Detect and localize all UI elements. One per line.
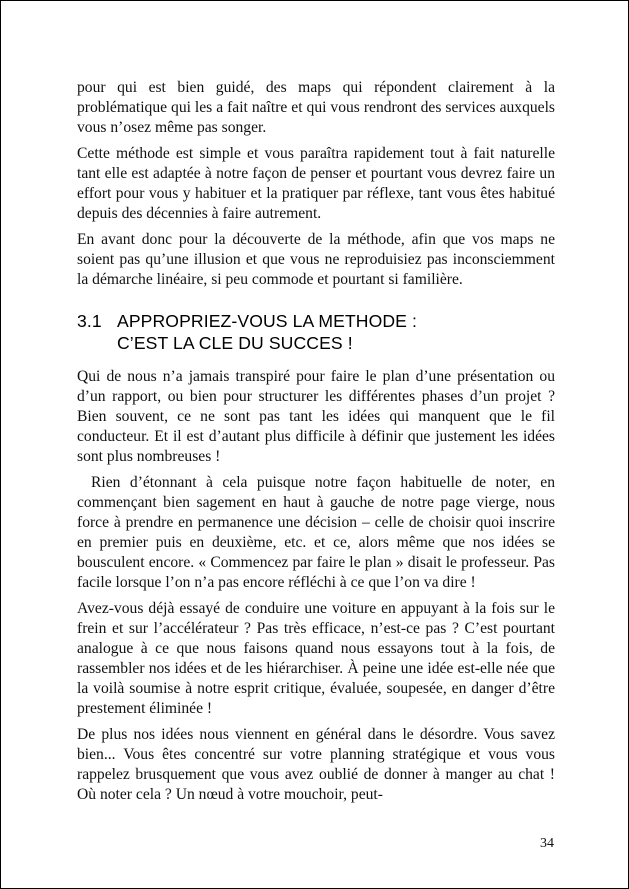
paragraph-2: Rien d’étonnant à cela puisque notre façon habituelle de noter, en commençant bien sagement en haut à gauche de notre page vierge, nous force à prendre en permanence une décision – celle de choisir quoi inscrire en premier puis en deuxième, etc. et ce, alors même que nos idées se bousculent encore. « Commencez par faire le plan » disait le professeur. Pas facile lorsque l’on n’a pas encore réfléchi à ce que l’on va dire ! — [77, 474, 555, 591]
page-number: 34 — [540, 836, 554, 851]
section-heading-line-1 — [77, 310, 555, 332]
section-number: 3.1 — [77, 311, 102, 331]
paragraph-intro-3: En avant donc pour la découverte de la méthode, afin que vos maps ne soient pas qu’une illusion et que vous ne reproduisiez pas inconsciemment la démarche linéaire, si peu commode et pourtant si familière. — [77, 231, 555, 288]
paragraph-4: De plus nos idées nous viennent en général dans le désordre. Vous savez bien... Vous êtes concentré sur votre planning stratégique et vous vous rappelez brusquement que vous avez oublié de donner à manger au chat ! Où noter cela ? Un nœud à votre mouchoir, peut- — [77, 726, 555, 803]
paragraph-intro-2: Cette méthode est simple et vous paraîtra rapidement tout à fait naturelle tant elle est adaptée à notre façon de penser et pourtant vous devrez faire un effort pour vous y habituer et la pratiquer par réflexe, tant vous êtes habitué depuis des décennies à faire autrement. — [77, 145, 555, 222]
section-heading — [77, 310, 555, 354]
section-title-line-1: APPROPRIEZ-VOUS LA METHODE : — [117, 311, 417, 331]
section-title-line-2: C’EST LA CLE DU SUCCES ! — [117, 333, 353, 353]
page-body — [77, 78, 555, 811]
paragraph-intro-1: pour qui est bien guidé, des maps qui répondent clairement à la problématique qui les a fait naître et qui vous rendront des services auxquels vous n’osez même pas songer. — [77, 79, 555, 136]
paragraph-1: Qui de nous n’a jamais transpiré pour faire le plan d’une présentation ou d’un rapport, ou bien pour structurer les différentes phases d’un projet ? Bien souvent, ce ne sont pas tant les idées qui manquent que le fil conducteur. Et il est d’autant plus difficile à définir que justement les idées sont plus nombreuses ! — [77, 368, 555, 465]
paragraph-3: Avez-vous déjà essayé de conduire une voiture en appuyant à la fois sur le frein et sur l’accélérateur ? Pas très efficace, n’est-ce pas ? C’est pourtant analogue à ce que nous faisons quand nous essayons tout à la fois, de rassembler nos idées et de les hiérarchiser. À peine une idée est-elle née que la voilà soumise à notre esprit critique, évaluée, soupesée, en danger d’être prestement éliminée ! — [77, 600, 555, 717]
